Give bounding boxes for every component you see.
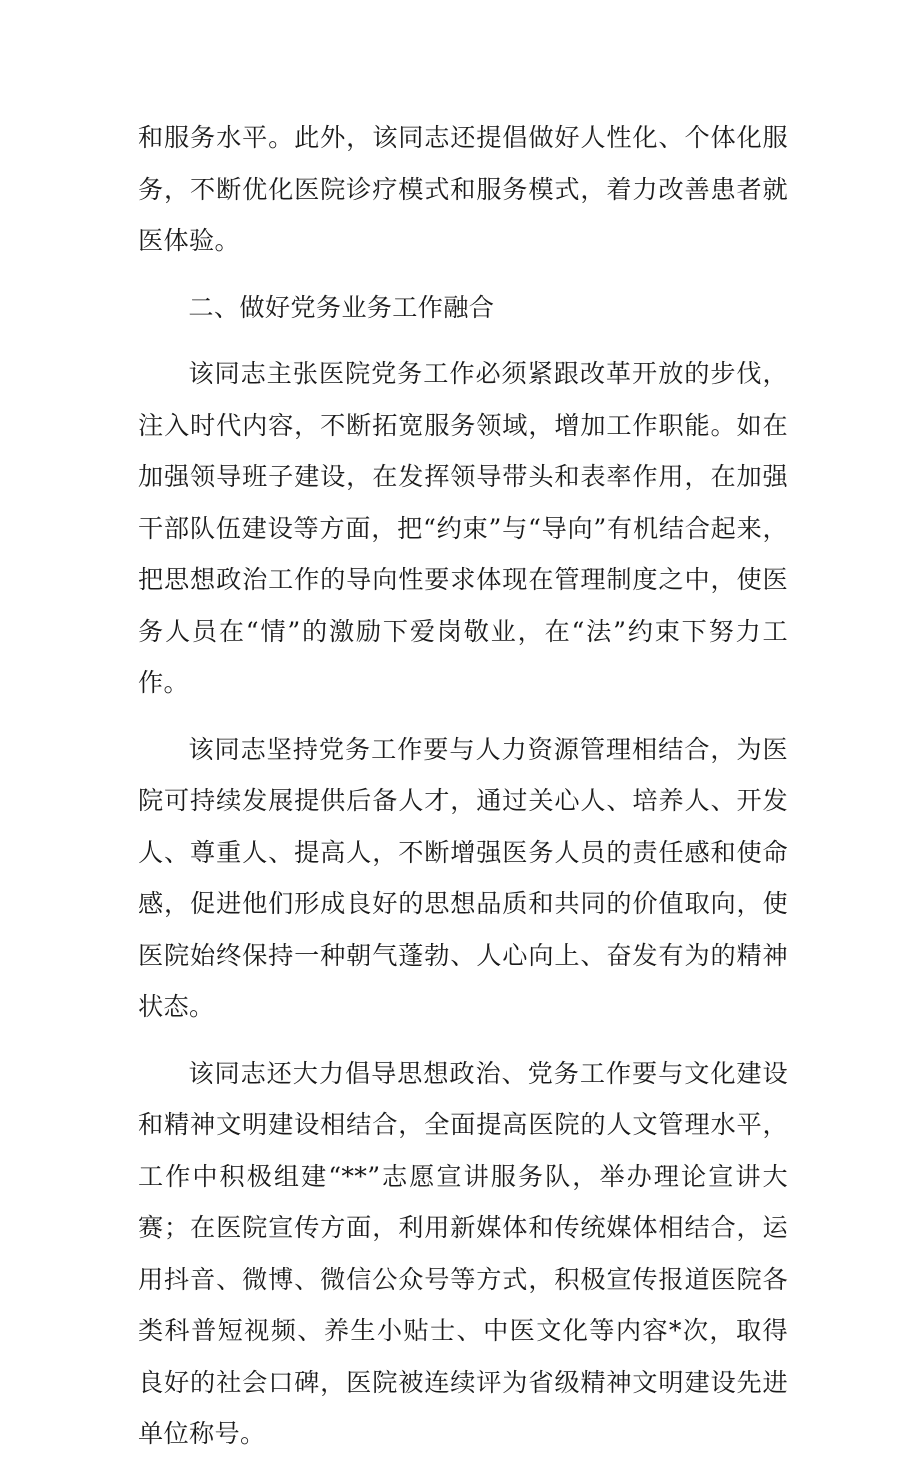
paragraph-cultural-construction: 该同志还大力倡导思想政治、党务工作要与文化建设和精神文明建设相结合，全面提高医院的人文管理水平，工作中积极组建“**”志愿宣讲服务队，举办理论宣讲大赛；在医院宣传方面，利用新媒体和传统媒体相结合，运用抖音、微博、微信公众号等方式，积极宣传报道医院各类科普短视频、养生小贴士、中医文化等内容*次，取得良好的社会口碑，医院被连续评为省级精神文明建设先进单位称号。 — [138, 1058, 788, 1448]
document-body — [138, 112, 788, 1460]
paragraph-party-work-reform: 该同志主张医院党务工作必须紧跟改革开放的步伐，注入时代内容，不断拓宽服务领域，增加工作职能。如在加强领导班子建设，在发挥领导带头和表率作用，在加强干部队伍建设等方面，把“约束”与“导向”有机结合起来，把思想政治工作的导向性要求体现在管理制度之中，使医务人员在“情”的激励下爱岗敬业，在“法”约束下努力工作。 — [138, 359, 788, 697]
paragraph-human-resources: 该同志坚持党务工作要与人力资源管理相结合，为医院可持续发展提供后备人才，通过关心人、培养人、开发人、尊重人、提高人，不断增强医务人员的责任感和使命感，促进他们形成良好的思想品质和共同的价值取向，使医院始终保持一种朝气蓬勃、人心向上、奋发有为的精神状态。 — [138, 734, 788, 1021]
section-heading: 二、做好党务业务工作融合 — [188, 292, 495, 322]
paragraph-continuation: 和服务水平。此外，该同志还提倡做好人性化、个体化服务，不断优化医院诊疗模式和服务模式，着力改善患者就医体验。 — [138, 123, 788, 255]
